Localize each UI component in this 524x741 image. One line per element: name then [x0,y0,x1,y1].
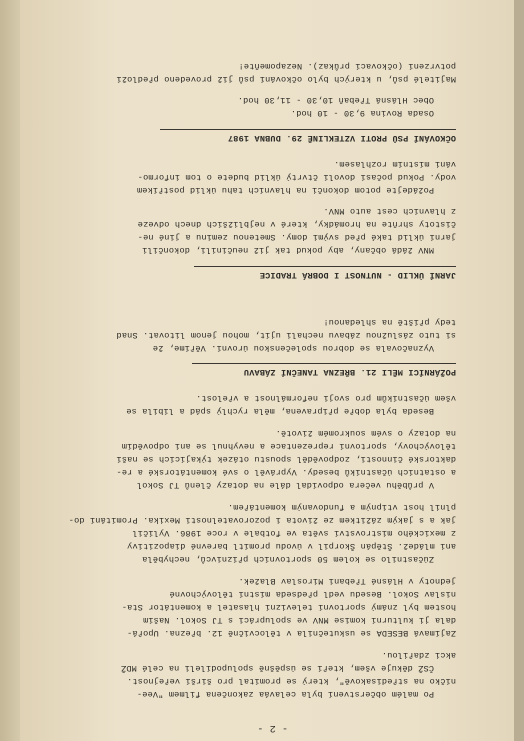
besada-line: dala ji kulturní komise MNV ve spolupráci s TJ Sokol. Naším [142,615,456,625]
besada-line: nislav Sokol. Besedu vedl předseda místní tělovýchovné [169,589,456,599]
intro-line: Po malém občerstvení byla celaváa zakončena filmem "Vee- [136,689,434,699]
heading-cleanup: JARNÍ ÚKLID - NUTNOST I DOBRÁ TRADICE [259,270,456,280]
page-number: - 2 - [257,722,288,733]
dance-line: si tuto záslužnou zábavu nechali ujít, mohou jenom litovat. Snad [116,330,456,340]
attendance-line: z mexického mistrovství světa ve fotbale v roce 1986. Vylíčil [132,528,456,538]
discussion-line: tělovýchovy, sportovní reprezentace a nevyhnul se ani odpovědím [121,441,456,451]
heading-underline [160,129,456,130]
besada-line: hostem byl známý sportovní televizní hlasatel a komentátor Sta- [121,602,456,612]
attendance-line: Zúčastnilo se kolem 50 sportovních příznivců, nechyběla [142,554,434,564]
attendance-line: plnil host vtipným a fundovaným komentářem. [227,502,456,512]
discussion-line: na dotazy o svém soukromém životě. [275,428,456,438]
heading-underline [192,363,456,364]
attendance-line: ani mládež. Štěpán Škorpil v úvodu promítl barevné diapozitivy [126,541,456,551]
cleanup-line: MNV žádá občany, aby pokud tak již neučinili, dokončili [142,245,434,255]
intro-line: níčko na středisakově", který se promítal pro širší veřejnost. [126,676,456,686]
cleanup-line: z hlavních cest auto MNV. [323,206,456,216]
cleanup-line: čistoty shrňte na hromádky, které v nejbližších dnech odveze [137,219,456,229]
vaccination-note: potvrzení (očkovací průkaz). Nezapomeňte! [238,61,456,71]
page-edge-shadow [514,0,524,741]
dance-line: tedy příště na shledanou! [323,317,456,327]
cleanup-followup-line: váni místním rozhlasem. [333,159,456,169]
vaccination-time: Obec Hlásná Třebaň 10,30 - 11,30 hod. [237,95,434,105]
cleanup-followup-line: Požádejte potom dokonči na hlavních tahu úklid postříkem [136,185,434,195]
cleanup-line: jarní úklid také před svými domy. Smetenou zeminu a jiné ne- [137,232,456,242]
discussion-line: a ostatních účastníků besedy. Vyprávěl o své komentátorské a re- [116,467,456,477]
attendance-line: jak a s jakým zážitkem ze života i pozorovatelnosti Mexika. Promítání do- [68,515,456,525]
page-curl-edge [0,0,20,741]
closing-line: Beseda byla dobře připravena, měla rychlý spád a líbila se [126,406,434,416]
heading-dance: POŽÁRNÍCI MĚLI 21. BŘEZNA TANEČNÍ ZÁBAVU [243,367,456,377]
intro-line: akci zdařilou. [381,650,456,660]
besada-line: jednoty v Hlásné Třebani Miroslav Blažek. [238,576,456,586]
closing-line: všem účastníkům pro svoji neformálnost a vřelost. [195,393,456,403]
discussion-line: V průběhu večera odpovídal dále na dotazy členů TJ Sokol [136,480,434,490]
cleanup-followup-line: vody. Pokud počasí dovolí čtvrtý úklid budete o tom informo- [137,172,456,182]
vaccination-note: Majitelé psů, u kterých bylo očkování psů již provedeno předloží [116,74,456,84]
heading-underline [194,266,456,267]
intro-line: ČSŽ děkuje všem, kteří se úspěšně spolupodíleli na celé MDŽ [120,663,434,673]
discussion-line: daktorské činnosti, zodpověděl spoustu otázek týkajících se naší [116,454,456,464]
dance-line: Vyznačovala se dobrou společenskou úrovní. Věříme, že [152,343,434,353]
heading-vaccination: OČKOVÁNÍ PSŮ PROTI VZTEKLINĚ 29. DUBNA 1987 [227,133,456,143]
vaccination-time: Osada Rovina 9,30 - 10 hod. [290,108,434,118]
besada-line: Zajímavá BESEDA se uskutečnila v tělocvičně 12. března. Upořá- [126,628,456,638]
